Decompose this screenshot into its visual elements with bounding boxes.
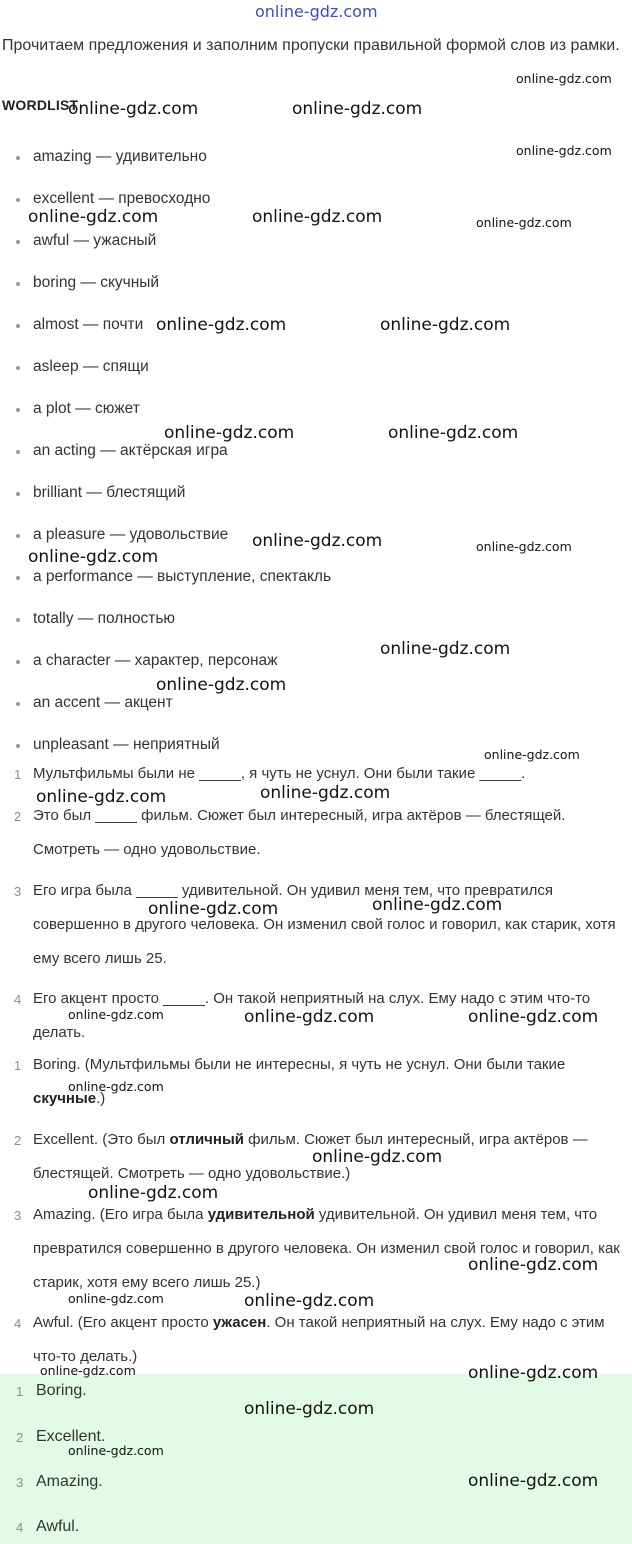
watermark-text: online-gdz.com [484,747,580,762]
watermark-text: online-gdz.com [244,1291,375,1311]
explanation-part: фильм. Сюжет был интересный, игра актёров — блестящей. Смотреть — одно удовольствие.) [33,1131,588,1182]
answer-number: 3 [16,1475,24,1490]
watermark-text: online-gdz.com [68,1443,164,1458]
watermark-text: online-gdz.com [36,787,167,807]
watermark-text: online-gdz.com [468,1007,599,1027]
watermark-text: online-gdz.com [388,423,519,443]
explanation-part: Amazing. (Его игра была [33,1206,208,1223]
explanation-number: 1 [14,1058,22,1073]
watermark-text: online-gdz.com [255,2,378,21]
wordlist-item: amazing — удивительно [33,148,207,165]
wordlist-item: an accent — акцент [33,694,173,711]
wordlist-item: a plot — сюжет [33,400,140,417]
answer-text: Excellent. [36,1428,106,1445]
wordlist-item: a character — характер, персонаж [33,652,278,669]
bullet-icon [16,618,20,622]
wordlist-item: excellent — превосходно [33,190,211,207]
watermark-text: online-gdz.com [88,1183,219,1203]
explanation-answer-bold: отличный [169,1131,244,1148]
watermark-text: online-gdz.com [148,899,279,919]
watermark-text: online-gdz.com [380,315,511,335]
watermark-text: online-gdz.com [156,315,287,335]
bullet-icon [16,492,20,496]
bullet-icon [16,534,20,538]
task-number: 3 [14,884,22,899]
watermark-text: online-gdz.com [476,539,572,554]
watermark-text: online-gdz.com [468,1471,599,1491]
watermark-text: online-gdz.com [40,1363,136,1378]
answer-number: 2 [16,1430,24,1445]
explanation-answer-bold: ужасен [212,1314,267,1331]
wordlist-item: a performance — выступление, спектакль [33,568,332,585]
watermark-text: online-gdz.com [516,71,612,86]
bullet-icon [16,324,20,328]
explanation-part: . Он такой неприятный на слух. Ему надо с этим что-то делать.) [33,1314,605,1365]
watermark-text: online-gdz.com [260,783,391,803]
intro-text: Прочитаем предложения и заполним пропуски правильной формой слов из рамки. [2,37,620,54]
watermark-text: online-gdz.com [372,895,503,915]
bullet-icon [16,282,20,286]
bullet-icon [16,366,20,370]
explanation-number: 3 [14,1208,22,1223]
bullet-icon [16,450,20,454]
task-number: 1 [14,767,22,782]
watermark-text: online-gdz.com [156,675,287,695]
watermark-text: online-gdz.com [516,143,612,158]
watermark-text: online-gdz.com [468,1255,599,1275]
watermark-text: online-gdz.com [476,215,572,230]
bullet-icon [16,240,20,244]
wordlist-item: an acting — актёрская игра [33,442,228,459]
wordlist-item: brilliant — блестящий [33,484,186,501]
bullet-icon [16,408,20,412]
task-number: 4 [14,992,22,1007]
watermark-text: online-gdz.com [244,1007,375,1027]
watermark-text: online-gdz.com [68,1079,164,1094]
explanation-part: Awful. (Его акцент просто [33,1314,213,1331]
explanation-text [33,1198,628,1300]
watermark-text: online-gdz.com [380,639,511,659]
wordlist-item: asleep — спящи [33,358,149,375]
wordlist-item: totally — полностью [33,610,176,627]
watermark-text: online-gdz.com [68,1291,164,1306]
explanation-part: удивительной. Он удивил меня тем, что превратился совершенно в другого человека. Он изменил свой голос и говорил, как старик, хотя ему всего лишь 25.) [33,1206,620,1291]
watermark-text: online-gdz.com [68,99,199,119]
watermark-text: online-gdz.com [164,423,295,443]
explanation-answer-bold: скучные [33,1090,97,1107]
bullet-icon [16,576,20,580]
explanation-answer-bold: удивительной [207,1206,315,1223]
watermark-text: online-gdz.com [244,1399,375,1419]
explanation-number: 2 [14,1133,22,1148]
answer-text: Amazing. [36,1473,103,1490]
answer-number: 1 [16,1384,24,1399]
task-text: Это был _____ фильм. Сюжет был интересный, игра актёров — блестящей. Смотреть — одно удовольствие. [33,807,566,858]
watermark-text: online-gdz.com [292,99,423,119]
bullet-icon [16,702,20,706]
bullet-icon [16,660,20,664]
watermark-text: online-gdz.com [312,1147,443,1167]
task-number: 2 [14,809,22,824]
task-text: Его игра была _____ удивительной. Он удивил меня тем, что превратился совершенно в другого человека. Он изменил свой голос и говорил, как старик, хотя ему всего лишь 25. [33,882,616,967]
watermark-text: online-gdz.com [252,207,383,227]
answer-text: Awful. [36,1518,80,1535]
wordlist-item: a pleasure — удовольствие [33,526,229,543]
explanation-part: Boring. (Мультфильмы были не интересны, я чуть не уснул. Они были такие [33,1056,566,1073]
wordlist-item: unpleasant — неприятный [33,736,220,753]
bullet-icon [16,156,20,160]
explanation-part: .) [96,1090,106,1107]
watermark-text: online-gdz.com [68,1007,164,1022]
explanation-part: Excellent. (Это был [33,1131,170,1148]
answer-number: 4 [16,1520,24,1535]
watermark-text: online-gdz.com [252,531,383,551]
task-text: Его акцент просто _____. Он такой неприятный на слух. Ему надо с этим что-то делать. [33,990,591,1041]
bullet-icon [16,198,20,202]
wordlist-item: boring — скучный [33,274,160,291]
explanation-number: 4 [14,1316,22,1331]
task-text: Мультфильмы были не _____, я чуть не уснул. Они были такие _____. [33,765,526,782]
watermark-text: online-gdz.com [28,547,159,567]
wordlist-item: awful — ужасный [33,232,157,249]
answer-text: Boring. [36,1382,87,1399]
bullet-icon [16,744,20,748]
watermark-text: online-gdz.com [28,207,159,227]
wordlist-item: almost — почти [33,316,144,333]
wordlist-title: WORDLIST [2,97,79,113]
watermark-text: online-gdz.com [468,1363,599,1383]
